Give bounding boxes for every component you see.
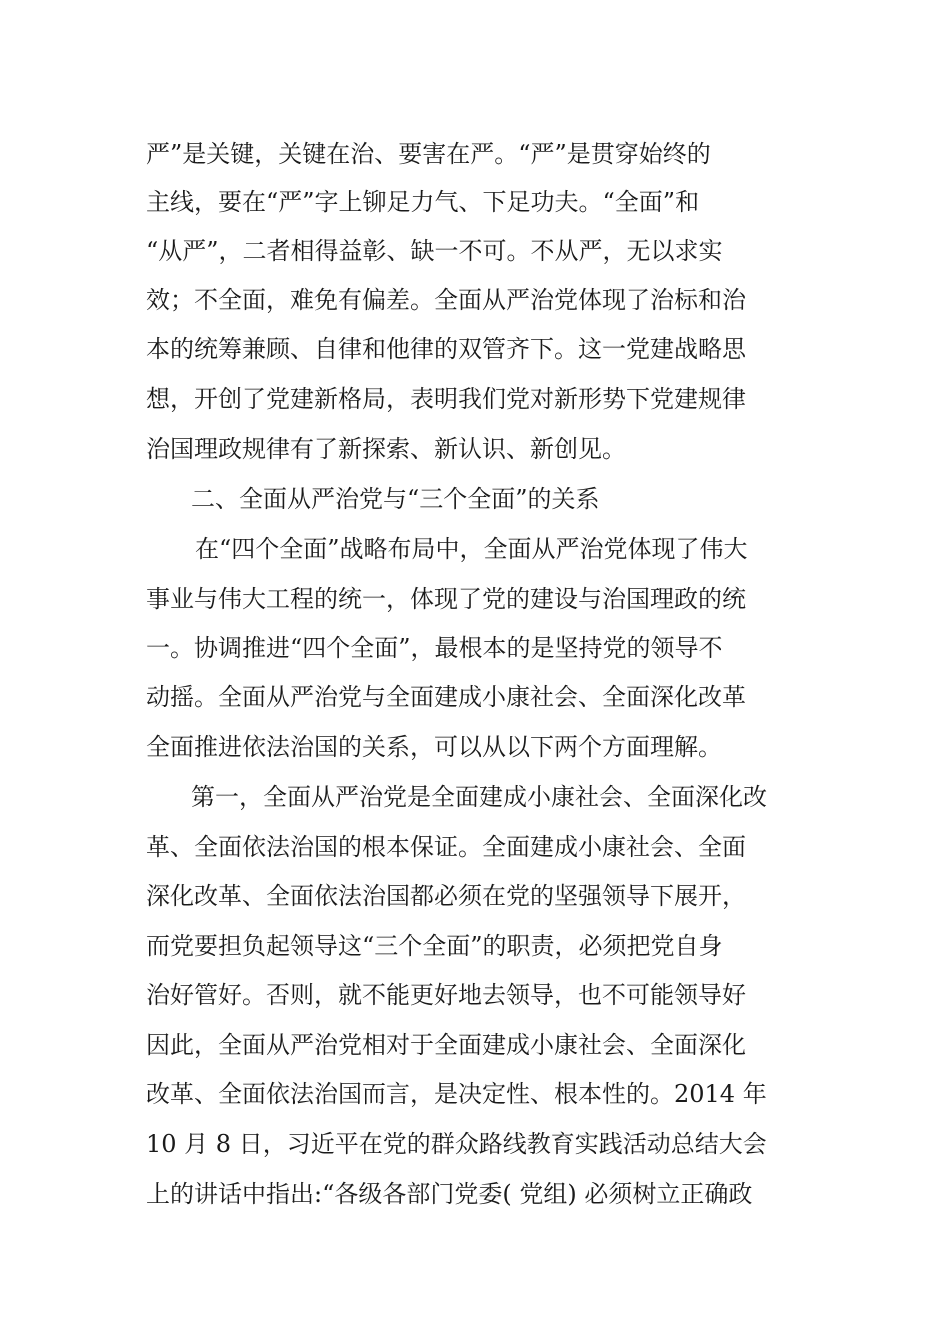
text-line: 上的讲话中指出:“各级各部门党委( 党组) 必须树立正确政 [146, 1180, 753, 1208]
text-line: 主线，要在“严”字上铆足力气、下足功夫。“全面”和 [146, 188, 700, 216]
text-line: 改革、全面依法治国而言，是决定性、根本性的。2014 年 [146, 1080, 767, 1108]
text-line: 全面推进依法治国的关系，可以从以下两个方面理解。 [146, 733, 722, 761]
section-heading: 二、全面从严治党与“三个全面”的关系 [191, 485, 600, 513]
text-line: 深化改革、全面依法治国都必须在党的坚强领导下展开， [146, 882, 746, 910]
text-line: 效；不全面，难免有偏差。全面从严治党体现了治标和治 [146, 286, 746, 314]
text-line: 10 月 8 日，习近平在党的群众路线教育实践活动总结大会 [146, 1130, 767, 1158]
text-line: 本的统筹兼顾、自律和他律的双管齐下。这一党建战略思 [146, 335, 746, 363]
text-line: 想，开创了党建新格局，表明我们党对新形势下党建规律 [146, 385, 746, 413]
text-line: 事业与伟大工程的统一，体现了党的建设与治国理政的统 [146, 585, 746, 613]
text-line: “从严”，二者相得益彰、缺一不可。不从严，无以求实 [146, 237, 723, 265]
text-line: 第一，全面从严治党是全面建成小康社会、全面深化改 [191, 783, 767, 811]
text-line: 而党要担负起领导这“三个全面”的职责，必须把党自身 [146, 932, 723, 960]
text-line: 在“四个全面”战略布局中，全面从严治党体现了伟大 [195, 535, 748, 563]
text-line: 动摇。全面从严治党与全面建成小康社会、全面深化改革 [146, 683, 746, 711]
text-line: 因此，全面从严治党相对于全面建成小康社会、全面深化 [146, 1031, 746, 1059]
text-line: 一。协调推进“四个全面”，最根本的是坚持党的领导不 [146, 634, 723, 662]
text-line: 严”是关键，关键在治、要害在严。“严”是贯穿始终的 [146, 140, 711, 168]
text-line: 治国理政规律有了新探索、新认识、新创见。 [146, 435, 626, 463]
text-line: 治好管好。否则，就不能更好地去领导，也不可能领导好 [146, 981, 746, 1009]
text-line: 革、全面依法治国的根本保证。全面建成小康社会、全面 [146, 833, 746, 861]
